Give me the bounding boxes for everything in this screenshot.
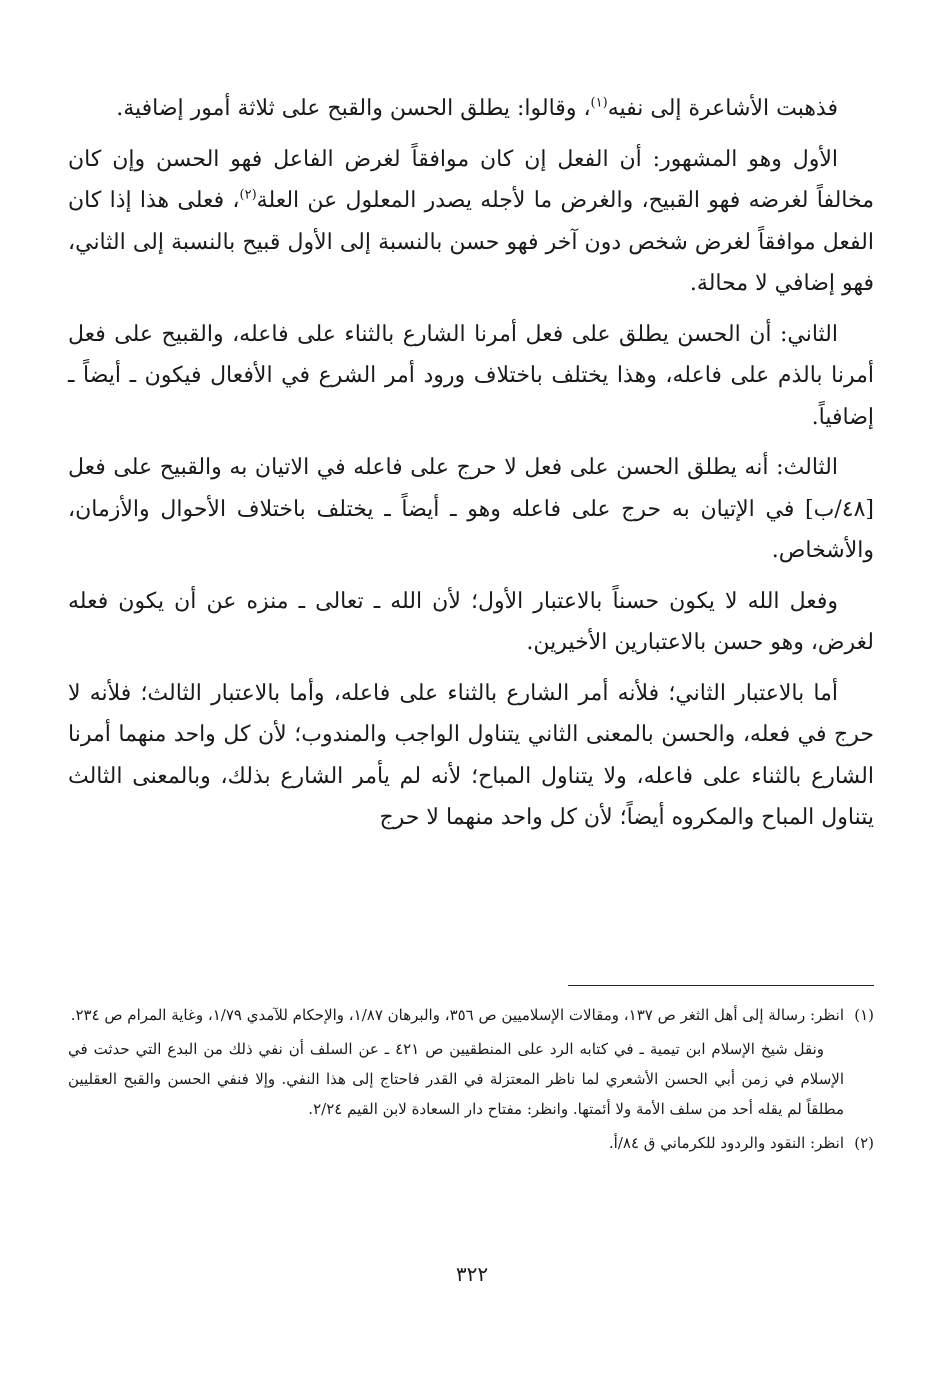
footnote-number: (٢) [854,1134,874,1152]
footnote-1-continuation: ونقل شيخ الإسلام ابن تيمية ـ في كتابه الرد على المنطقيين ص ٤٢١ ـ عن السلف أن نفي ذلك من البدع التي حدثت في الإسلام في زمن أبي الحسن الأشعري لما ناظر المعتزلة في القدر فاحتاج إلى هذا النفي. وإلا فنفي الحسن والقبح العقليين مطلقاً لم يقله أحد من سلف الأمة ولا أئمتها. وانظر: مفتاح دار السعادة لابن القيم ٢/٢٤. [68,1040,844,1118]
paragraph-1 [68,88,874,130]
footnote-1 [68,1000,874,1030]
page-number: ٣٢٢ [455,1262,489,1286]
paragraph-6 [68,673,874,839]
footnote-divider [568,985,874,986]
page-body [68,88,874,848]
paragraph-text-after: ، فعلى هذا إذا كان الفعل موافقاً لغرض شخص دون آخر فهو حسن بالنسبة إلى الأول قبيح بالنسبة إلى الثاني، فهو إضافي لا محالة. [68,188,874,296]
paragraph-text: الأول وهو المشهور: أن الفعل إن كان موافقاً لغرض الفاعل فهو الحسن وإن كان مخالفاً لغرضه فهو القبيح، والغرض ما لأجله يصدر المعلول عن العلة [68,146,874,213]
footnote-ref[interactable]: (١) [590,95,608,111]
paragraph-text: أما بالاعتبار الثاني؛ فلأنه أمر الشارع بالثناء على فاعله، وأما بالاعتبار الثالث؛ فلأنه لا حرج في فعله، والحسن بالمعنى الثاني يتناول الواجب والمندوب؛ لأن كل واحد منهما أمرنا الشارع بالثناء على فاعله، ولا يتناول المباح؛ لأنه لم يأمر الشارع بذلك، وبالمعنى الثالث يتناول المباح والمكروه أيضاً؛ لأن كل واحد منهما لا حرج [68,680,874,830]
paragraph-3 [68,314,874,439]
paragraph-2 [68,139,874,305]
paragraph-text: فذهبت الأشاعرة إلى نفيه [607,96,838,121]
paragraph-text: الثالث: أنه يطلق الحسن على فعل لا حرج على فاعله في الاتيان به والقبيح على فعل [٤٨/ب] في الإتيان به حرج على فاعله وهو ـ أيضاً ـ يختلف باختلاف الأحوال والأزمان، والأشخاص. [68,455,874,563]
footnote-ref[interactable]: (٢) [239,187,257,203]
footnote-text: انظر: رسالة إلى أهل الثغر ص ١٣٧، ومقالات الإسلاميين ص ٣٥٦، والبرهان ١/٨٧، والإحكام للآمدي ١/٧٩، وغاية المرام ص ٢٣٤. [70,1006,844,1024]
footnotes-section [68,985,874,1162]
footnote-2 [68,1128,874,1158]
footnote-number: (١) [854,1006,874,1024]
paragraph-text-after: ، وقالوا: يطلق الحسن والقبح على ثلاثة أمور إضافية. [116,96,591,121]
paragraph-text: الثاني: أن الحسن يطلق على فعل أمرنا الشارع بالثناء على فاعله، والقبيح على فعل أمرنا بالذم على فاعله، وهذا يختلف باختلاف ورود أمر الشرع في الأفعال فيكون ـ أيضاً ـ إضافياً. [68,321,874,430]
main-text [68,88,874,839]
paragraph-5 [68,581,874,664]
paragraph-4 [68,447,874,572]
footnote-text: انظر: النقود والردود للكرماني ق ٨٤/أ. [608,1134,844,1152]
paragraph-text: وفعل الله لا يكون حسناً بالاعتبار الأول؛ لأن الله ـ تعالى ـ منزه عن أن يكون فعله لغرض، وهو حسن بالاعتبارين الأخيرين. [68,588,874,655]
